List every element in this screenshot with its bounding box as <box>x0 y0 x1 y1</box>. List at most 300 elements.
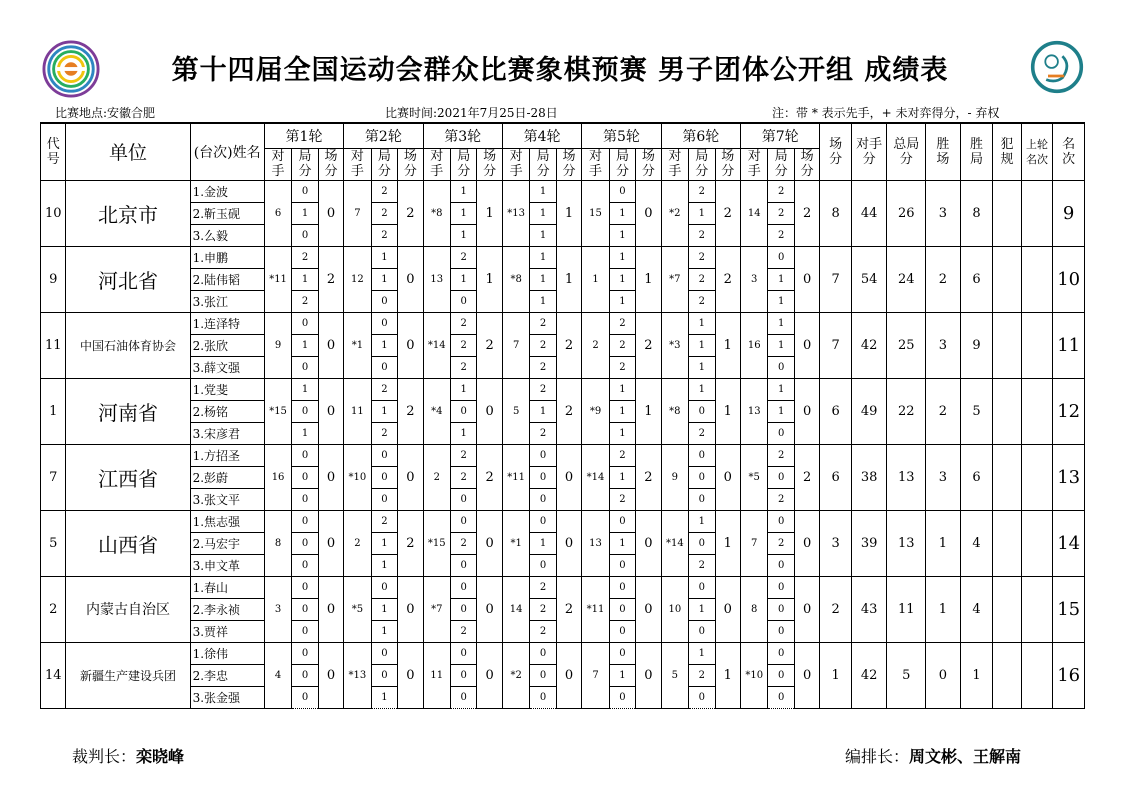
board-game-score: 0 <box>371 312 397 334</box>
round-opponent: *1 <box>344 312 371 378</box>
board-game-score: 1 <box>530 268 556 290</box>
round-match-points: 2 <box>398 510 423 576</box>
round-match-points: 0 <box>318 510 343 576</box>
board-game-score: 0 <box>451 290 477 312</box>
board-game-score: 2 <box>451 532 477 554</box>
round-match-points: 2 <box>636 312 661 378</box>
board-game-score: 0 <box>768 642 794 664</box>
team-unit: 中国石油体育协会 <box>66 312 190 378</box>
game-total: 11 <box>887 576 926 642</box>
last-rank <box>1021 642 1053 708</box>
round-match-points: 0 <box>794 378 819 444</box>
board-game-score: 1 <box>292 268 318 290</box>
board-game-score: 2 <box>292 246 318 268</box>
legend-note: 注：带 * 表示先手，+ 未对弈得分，- 弃权 <box>772 106 1000 120</box>
board-game-score: 1 <box>530 400 556 422</box>
header-round-6: 第6轮 <box>661 123 740 148</box>
board-game-score: 0 <box>609 180 635 202</box>
round-match-points: 0 <box>794 576 819 642</box>
board-game-score: 1 <box>609 268 635 290</box>
board-game-score: 0 <box>689 400 715 422</box>
win-games: 8 <box>960 180 993 246</box>
board-game-score: 0 <box>451 400 477 422</box>
board-game-score: 0 <box>768 356 794 378</box>
round-opponent: *2 <box>661 180 688 246</box>
round-match-points: 0 <box>318 642 343 708</box>
team-unit: 山西省 <box>66 510 190 576</box>
subheader-opp-label: 对手 <box>430 149 444 179</box>
board-game-score: 1 <box>530 532 556 554</box>
board-game-score: 2 <box>689 554 715 576</box>
header-opp-score: 对手分 <box>851 123 887 180</box>
board-game-score: 0 <box>292 488 318 510</box>
board-game-score: 1 <box>609 224 635 246</box>
round-opponent: 11 <box>423 642 450 708</box>
header-last-rank: 上轮名次 <box>1021 123 1053 180</box>
board-game-score: 0 <box>530 444 556 466</box>
round-match-points: 1 <box>636 246 661 312</box>
board-game-score: 0 <box>768 576 794 598</box>
round-opponent: *14 <box>661 510 688 576</box>
board-game-score: 1 <box>371 598 397 620</box>
subheader-game-label: 局分 <box>536 149 550 179</box>
round-match-points: 2 <box>477 312 502 378</box>
board-game-score: 0 <box>451 576 477 598</box>
round-opponent: 13 <box>423 246 450 312</box>
round-match-points: 2 <box>318 246 343 312</box>
fouls <box>993 180 1021 246</box>
board-game-score: 1 <box>371 554 397 576</box>
round-opponent: 7 <box>344 180 371 246</box>
board-game-score: 1 <box>768 378 794 400</box>
subheader-game-label: 局分 <box>695 149 709 179</box>
round-match-points: 2 <box>794 444 819 510</box>
round-opponent: 8 <box>264 510 291 576</box>
round-match-points: 0 <box>477 642 502 708</box>
player-name: 3.张文平 <box>190 488 264 510</box>
subheader-opp-label: 对手 <box>747 149 761 179</box>
header-match-total: 场分 <box>820 123 852 180</box>
round-opponent: 10 <box>661 576 688 642</box>
round-match-points: 0 <box>556 444 581 510</box>
board-game-score: 2 <box>451 466 477 488</box>
board-game-score: 0 <box>530 642 556 664</box>
round-match-points: 0 <box>318 444 343 510</box>
round-opponent: *10 <box>344 444 371 510</box>
round-match-points: 0 <box>794 246 819 312</box>
board-game-score: 2 <box>371 510 397 532</box>
board-game-score: 0 <box>292 400 318 422</box>
board-game-score: 2 <box>689 664 715 686</box>
board-game-score: 2 <box>451 620 477 642</box>
round-opponent: 1 <box>582 246 609 312</box>
header-round-1: 第1轮 <box>264 123 343 148</box>
wins: 1 <box>926 576 961 642</box>
wins: 3 <box>926 312 961 378</box>
wins: 1 <box>926 510 961 576</box>
board-game-score: 2 <box>768 532 794 554</box>
round-match-points: 0 <box>794 510 819 576</box>
board-game-score: 0 <box>451 686 477 708</box>
fouls <box>993 510 1021 576</box>
board-game-score: 0 <box>292 532 318 554</box>
round-opponent: *9 <box>582 378 609 444</box>
player-name: 2.彭蔚 <box>190 466 264 488</box>
player-name: 1.金波 <box>190 180 264 202</box>
match-location: 比赛地点:安徽合肥 <box>55 106 156 120</box>
board-game-score: 2 <box>371 180 397 202</box>
subheader-game <box>451 148 477 180</box>
header-fouls: 犯规 <box>993 123 1021 180</box>
board-game-score: 1 <box>371 334 397 356</box>
board-game-score: 0 <box>292 466 318 488</box>
board-game-score: 2 <box>530 334 556 356</box>
round-opponent: *7 <box>423 576 450 642</box>
subheader-opp <box>502 148 529 180</box>
win-games: 1 <box>960 642 993 708</box>
fouls <box>993 246 1021 312</box>
board-game-score: 2 <box>768 444 794 466</box>
round-opponent: 12 <box>344 246 371 312</box>
board-game-score: 1 <box>451 180 477 202</box>
last-rank <box>1021 180 1053 246</box>
board-game-score: 0 <box>609 620 635 642</box>
board-game-score: 1 <box>530 180 556 202</box>
team-code: 1 <box>41 378 66 444</box>
board-game-score: 0 <box>609 554 635 576</box>
board-game-score: 1 <box>609 290 635 312</box>
round-opponent: *8 <box>423 180 450 246</box>
board-game-score: 0 <box>292 510 318 532</box>
opponent-score: 49 <box>851 378 887 444</box>
rank: 11 <box>1053 312 1085 378</box>
round-opponent: 9 <box>264 312 291 378</box>
round-match-points: 2 <box>398 180 423 246</box>
board-game-score: 2 <box>689 224 715 246</box>
subheader-match-label: 场分 <box>641 149 655 179</box>
round-match-points: 0 <box>715 444 740 510</box>
game-total: 22 <box>887 378 926 444</box>
round-opponent: *1 <box>502 510 529 576</box>
round-match-points: 2 <box>556 378 581 444</box>
round-opponent: 2 <box>423 444 450 510</box>
board-game-score: 0 <box>768 422 794 444</box>
board-game-score: 2 <box>371 422 397 444</box>
subheader-match <box>477 148 502 180</box>
round-match-points: 0 <box>318 378 343 444</box>
round-match-points: 0 <box>398 642 423 708</box>
round-match-points: 0 <box>318 180 343 246</box>
wins: 2 <box>926 378 961 444</box>
round-match-points: 1 <box>715 510 740 576</box>
round-opponent: *14 <box>423 312 450 378</box>
header-unit: 单位 <box>66 123 190 180</box>
board-game-score: 2 <box>609 312 635 334</box>
board-game-score: 1 <box>371 532 397 554</box>
rank: 12 <box>1053 378 1085 444</box>
board-game-score: 1 <box>530 246 556 268</box>
board-game-score: 2 <box>530 598 556 620</box>
match-total: 2 <box>820 576 852 642</box>
last-rank <box>1021 378 1053 444</box>
player-name: 3.贾祥 <box>190 620 264 642</box>
header-round-2: 第2轮 <box>344 123 423 148</box>
last-rank <box>1021 312 1053 378</box>
opponent-score: 42 <box>851 312 887 378</box>
game-total: 5 <box>887 642 926 708</box>
round-match-points: 0 <box>636 576 661 642</box>
board-game-score: 1 <box>609 664 635 686</box>
subheader-game-label: 局分 <box>377 149 391 179</box>
round-opponent: 7 <box>502 312 529 378</box>
board-game-score: 1 <box>609 246 635 268</box>
round-opponent: *8 <box>661 378 688 444</box>
subheader-match-label: 场分 <box>324 149 338 179</box>
board-game-score: 1 <box>689 510 715 532</box>
board-game-score: 1 <box>768 334 794 356</box>
player-name: 1.方招圣 <box>190 444 264 466</box>
team-unit: 新疆生产建设兵团 <box>66 642 190 708</box>
round-opponent: *4 <box>423 378 450 444</box>
player-name: 3.薛文强 <box>190 356 264 378</box>
board-game-score: 0 <box>530 664 556 686</box>
board-game-score: 1 <box>530 224 556 246</box>
player-name: 1.徐伟 <box>190 642 264 664</box>
board-game-score: 0 <box>371 466 397 488</box>
round-match-points: 1 <box>636 378 661 444</box>
player-name: 1.党斐 <box>190 378 264 400</box>
player-name: 3.张金强 <box>190 686 264 708</box>
game-total: 13 <box>887 510 926 576</box>
team-code: 14 <box>41 642 66 708</box>
round-match-points: 2 <box>398 378 423 444</box>
round-match-points: 0 <box>398 312 423 378</box>
fouls <box>993 444 1021 510</box>
board-game-score: 2 <box>689 422 715 444</box>
wins: 0 <box>926 642 961 708</box>
board-game-score: 2 <box>371 224 397 246</box>
round-match-points: 1 <box>477 180 502 246</box>
win-games: 9 <box>960 312 993 378</box>
round-match-points: 1 <box>715 312 740 378</box>
board-game-score: 2 <box>609 356 635 378</box>
player-name: 1.申鹏 <box>190 246 264 268</box>
rank: 15 <box>1053 576 1085 642</box>
subheader-game <box>689 148 715 180</box>
board-game-score: 1 <box>292 334 318 356</box>
board-game-score: 0 <box>371 664 397 686</box>
arranger-label: 编排长： <box>845 747 910 766</box>
board-game-score: 2 <box>689 246 715 268</box>
subheader-match-label: 场分 <box>562 149 576 179</box>
game-total: 13 <box>887 444 926 510</box>
last-rank <box>1021 576 1053 642</box>
board-game-score: 0 <box>530 466 556 488</box>
round-match-points: 1 <box>715 378 740 444</box>
game-total: 26 <box>887 180 926 246</box>
team-unit: 河南省 <box>66 378 190 444</box>
board-game-score: 0 <box>292 576 318 598</box>
board-game-score: 1 <box>768 312 794 334</box>
board-game-score: 1 <box>768 268 794 290</box>
round-opponent: 14 <box>502 576 529 642</box>
table-row <box>41 642 1085 664</box>
win-games: 4 <box>960 510 993 576</box>
round-opponent: *14 <box>582 444 609 510</box>
board-game-score: 1 <box>609 422 635 444</box>
round-match-points: 0 <box>318 576 343 642</box>
board-game-score: 0 <box>292 598 318 620</box>
round-opponent: 7 <box>740 510 767 576</box>
board-game-score: 2 <box>451 246 477 268</box>
round-match-points: 2 <box>477 444 502 510</box>
subheader-game <box>609 148 635 180</box>
round-opponent: *10 <box>740 642 767 708</box>
player-name: 2.李忠 <box>190 664 264 686</box>
round-match-points: 2 <box>636 444 661 510</box>
subheader-opp <box>423 148 450 180</box>
round-opponent: 11 <box>344 378 371 444</box>
table-row <box>41 510 1085 532</box>
subheader-match <box>794 148 819 180</box>
header-round-5: 第5轮 <box>582 123 661 148</box>
team-unit: 北京市 <box>66 180 190 246</box>
board-game-score: 2 <box>530 620 556 642</box>
subheader-game-label: 局分 <box>457 149 471 179</box>
board-game-score: 0 <box>371 356 397 378</box>
round-opponent: *3 <box>661 312 688 378</box>
board-game-score: 0 <box>292 180 318 202</box>
round-match-points: 0 <box>477 510 502 576</box>
team-code: 7 <box>41 444 66 510</box>
board-game-score: 1 <box>609 202 635 224</box>
fouls <box>993 378 1021 444</box>
match-total: 8 <box>820 180 852 246</box>
player-name: 1.焦志强 <box>190 510 264 532</box>
round-opponent: 7 <box>582 642 609 708</box>
board-game-score: 2 <box>451 356 477 378</box>
board-game-score: 0 <box>768 246 794 268</box>
wins: 3 <box>926 444 961 510</box>
game-total: 25 <box>887 312 926 378</box>
board-game-score: 0 <box>292 664 318 686</box>
board-game-score: 1 <box>371 400 397 422</box>
player-name: 2.李永祯 <box>190 598 264 620</box>
fouls <box>993 312 1021 378</box>
header-name: (台次)姓名 <box>190 123 264 180</box>
match-total: 7 <box>820 312 852 378</box>
header-rank: 名次 <box>1053 123 1085 180</box>
header-code: 代号 <box>41 123 66 180</box>
board-game-score: 1 <box>768 400 794 422</box>
board-game-score: 2 <box>609 334 635 356</box>
board-game-score: 0 <box>530 510 556 532</box>
round-opponent: 14 <box>740 180 767 246</box>
board-game-score: 0 <box>371 444 397 466</box>
round-opponent: 5 <box>502 378 529 444</box>
match-total: 6 <box>820 378 852 444</box>
fouls <box>993 576 1021 642</box>
board-game-score: 1 <box>689 334 715 356</box>
round-match-points: 0 <box>318 312 343 378</box>
board-game-score: 1 <box>292 378 318 400</box>
win-games: 6 <box>960 246 993 312</box>
player-name: 2.杨铭 <box>190 400 264 422</box>
board-game-score: 2 <box>609 488 635 510</box>
board-game-score: 0 <box>451 664 477 686</box>
round-match-points: 0 <box>636 510 661 576</box>
opponent-score: 54 <box>851 246 887 312</box>
board-game-score: 0 <box>451 488 477 510</box>
board-game-score: 0 <box>689 686 715 708</box>
round-opponent: 9 <box>661 444 688 510</box>
board-game-score: 0 <box>768 466 794 488</box>
wins: 3 <box>926 180 961 246</box>
round-match-points: 2 <box>556 312 581 378</box>
board-game-score: 1 <box>371 246 397 268</box>
board-game-score: 2 <box>451 334 477 356</box>
board-game-score: 0 <box>768 686 794 708</box>
opponent-score: 38 <box>851 444 887 510</box>
round-match-points: 2 <box>556 576 581 642</box>
table-row <box>41 312 1085 334</box>
board-game-score: 0 <box>371 576 397 598</box>
round-opponent: 6 <box>264 180 291 246</box>
subheader-game <box>530 148 556 180</box>
subheader-opp <box>264 148 291 180</box>
board-game-score: 2 <box>371 378 397 400</box>
round-match-points: 0 <box>398 576 423 642</box>
opponent-score: 44 <box>851 180 887 246</box>
board-game-score: 0 <box>609 642 635 664</box>
header-wins: 胜场 <box>926 123 961 180</box>
page-title: 第十四届全国运动会群众比赛象棋预赛 男子团体公开组 成绩表 <box>171 55 949 86</box>
round-opponent: 16 <box>264 444 291 510</box>
match-total: 3 <box>820 510 852 576</box>
game-total: 24 <box>887 246 926 312</box>
round-opponent: 15 <box>582 180 609 246</box>
team-unit: 河北省 <box>66 246 190 312</box>
board-game-score: 0 <box>689 466 715 488</box>
board-game-score: 1 <box>609 378 635 400</box>
board-game-score: 0 <box>451 554 477 576</box>
board-game-score: 0 <box>292 554 318 576</box>
round-match-points: 2 <box>794 180 819 246</box>
rank: 14 <box>1053 510 1085 576</box>
board-game-score: 1 <box>689 642 715 664</box>
subheader-opp <box>582 148 609 180</box>
round-opponent: 16 <box>740 312 767 378</box>
subheader-opp-label: 对手 <box>588 149 602 179</box>
board-game-score: 0 <box>689 620 715 642</box>
rank: 16 <box>1053 642 1085 708</box>
match-total: 6 <box>820 444 852 510</box>
referee-name: 栾晓峰 <box>136 747 185 766</box>
board-game-score: 1 <box>371 686 397 708</box>
header-win-games: 胜局 <box>960 123 993 180</box>
last-rank <box>1021 246 1053 312</box>
subheader-game <box>292 148 318 180</box>
fouls <box>993 642 1021 708</box>
board-game-score: 0 <box>609 598 635 620</box>
arranger-name: 周文彬、王解南 <box>909 747 1022 766</box>
rank: 9 <box>1053 180 1085 246</box>
board-game-score: 1 <box>451 268 477 290</box>
round-opponent: *7 <box>661 246 688 312</box>
round-match-points: 0 <box>715 576 740 642</box>
rank: 13 <box>1053 444 1085 510</box>
board-game-score: 1 <box>292 202 318 224</box>
